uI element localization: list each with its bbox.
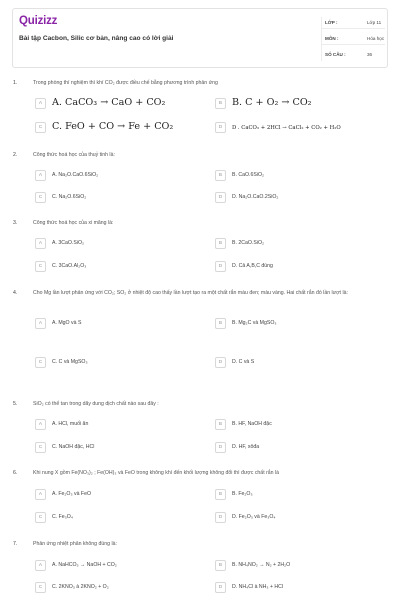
- option-text: D. Fe₂O₃ và Fe₃O₄: [232, 514, 276, 520]
- option-letter: C: [35, 192, 46, 203]
- option-a[interactable]: [35, 97, 203, 111]
- option-c[interactable]: [35, 581, 203, 595]
- option-letter: B: [215, 170, 226, 181]
- option-text: B. 2CaO.SiO₂: [232, 240, 264, 246]
- meta-value: 36: [367, 52, 373, 57]
- option-c[interactable]: [35, 260, 203, 274]
- option-letter: A: [35, 560, 46, 571]
- option-b[interactable]: [215, 237, 383, 251]
- option-text: A. HCl, muối ăn: [52, 421, 89, 427]
- question-text: Công thức hoá học của xi măng là:: [33, 220, 114, 226]
- option-letter: D: [215, 442, 226, 453]
- option-letter: A: [35, 489, 46, 500]
- option-letter: C: [35, 261, 46, 272]
- question-text: SiO₂ có thể tan trong dãy dung dịch chất nào sau đây :: [33, 401, 159, 407]
- option-text: A. Na₂O.CaO.6SiO₂: [52, 172, 99, 178]
- option-a[interactable]: [35, 488, 203, 502]
- option-c[interactable]: [35, 356, 203, 370]
- option-letter: C: [35, 442, 46, 453]
- option-d[interactable]: [215, 441, 383, 455]
- option-b[interactable]: [215, 317, 383, 331]
- question-text: Phản ứng nhiệt phân không đúng là:: [33, 541, 117, 547]
- option-b[interactable]: [215, 97, 383, 111]
- meta-subject: [321, 33, 385, 45]
- option-text: B. NH₄NO₂ → N₂ + 2H₂O: [232, 562, 291, 568]
- meta-value: Lớp 11: [367, 20, 382, 25]
- option-letter: A: [35, 170, 46, 181]
- question-text: Cho Mg lần lượt phản ứng với CO₂; SO₂ ở nhiệt độ cao thấy lần lượt tạo ra một chất rắn màu đen; màu vàng. Hai chất rắn đó lần lượt là:: [33, 290, 348, 296]
- option-letter: D: [215, 192, 226, 203]
- page-title: Bài tập Cacbon, Silic cơ bản, nâng cao có lời giải: [19, 35, 174, 42]
- option-text: C. Fe₃O₄: [52, 514, 73, 520]
- meta-key: MÔN :: [325, 36, 339, 41]
- question-number: 6.: [13, 470, 18, 476]
- option-letter: A: [35, 419, 46, 430]
- question-number: 2.: [13, 152, 18, 158]
- option-letter: C: [35, 512, 46, 523]
- option-letter: B: [215, 560, 226, 571]
- question-text: Công thức hoá học của thuỷ tinh là:: [33, 152, 115, 158]
- option-b[interactable]: [215, 488, 383, 502]
- option-text: D. Na₂O.CaO.2SiO₂: [232, 194, 279, 200]
- option-c[interactable]: [35, 121, 203, 135]
- quizizz-logo: Quizizz: [19, 15, 58, 27]
- option-text: C. Na₂O.6SiO₂: [52, 194, 87, 200]
- option-d[interactable]: [215, 260, 383, 274]
- option-letter: B: [215, 318, 226, 329]
- option-a[interactable]: [35, 418, 203, 432]
- option-letter: B: [215, 238, 226, 249]
- option-letter: D: [215, 357, 226, 368]
- option-d[interactable]: [215, 511, 383, 525]
- option-text: C. C và MgSO₃: [52, 359, 88, 365]
- option-text: C. NaOH đặc, HCl: [52, 444, 95, 450]
- option-letter: A: [35, 98, 46, 109]
- option-text: D. Cả A,B,C đúng: [232, 263, 273, 269]
- option-letter: C: [35, 357, 46, 368]
- option-text: A. MgO và S: [52, 320, 82, 326]
- option-letter: D: [215, 122, 226, 133]
- question-number: 4.: [13, 290, 18, 296]
- option-text: B. C + O₂ → CO₂: [232, 97, 312, 108]
- option-text: C. 2KNO₃ à 2KNO₂ + O₂: [52, 584, 109, 590]
- option-d[interactable]: [215, 581, 383, 595]
- option-text: A. Fe₂O₃ và FeO: [52, 491, 92, 497]
- option-d[interactable]: [215, 121, 383, 135]
- option-text: A. CaCO₃ → CaO + CO₂: [52, 97, 166, 108]
- option-text: B. Fe₂O₃: [232, 491, 253, 497]
- meta-value: Hóa học: [367, 36, 385, 41]
- option-a[interactable]: [35, 559, 203, 573]
- option-text: A. 3CaO.SiO₂: [52, 240, 84, 246]
- question-number: 5.: [13, 401, 18, 407]
- option-letter: B: [215, 98, 226, 109]
- option-letter: B: [215, 489, 226, 500]
- option-text: D. NH₄Cl à NH₃ + HCl: [232, 584, 284, 590]
- option-c[interactable]: [35, 511, 203, 525]
- option-letter: D: [215, 261, 226, 272]
- option-text: D. HF, xôđa: [232, 444, 260, 450]
- option-text: B. HF, NaOH đặc: [232, 421, 272, 427]
- option-b[interactable]: [215, 418, 383, 432]
- option-text: D. C và S: [232, 359, 255, 365]
- meta-key: LỚP :: [325, 20, 338, 25]
- option-d[interactable]: [215, 191, 383, 205]
- option-letter: A: [35, 318, 46, 329]
- question-text: Khi nung X gồm Fe(NO₃)₂ ; Fe(OH)₃ và FeO trong không khí đến khối lượng không đổi thì được chất rắn là: [33, 470, 280, 476]
- option-text: B. Mg₂C và MgSO₃: [232, 320, 277, 326]
- worksheet-header: [12, 8, 388, 68]
- option-text: A. NaHCO₃ → NaOH + CO₂: [52, 562, 117, 568]
- question-number: 1.: [13, 80, 18, 86]
- meta-key: SỐ CÂU :: [325, 52, 346, 57]
- option-c[interactable]: [35, 441, 203, 455]
- question-number: 7.: [13, 541, 18, 547]
- option-d[interactable]: [215, 356, 383, 370]
- option-letter: D: [215, 582, 226, 593]
- option-letter: A: [35, 238, 46, 249]
- option-letter: C: [35, 122, 46, 133]
- option-letter: D: [215, 512, 226, 523]
- option-b[interactable]: [215, 169, 383, 183]
- option-letter: B: [215, 419, 226, 430]
- option-a[interactable]: [35, 237, 203, 251]
- option-text: D . CaCO₃ + 2HCl → CaCl₂ + CO₂ + H₂O: [232, 125, 341, 131]
- question-number: 3.: [13, 220, 18, 226]
- question-text: Trong phòng thí nghiệm thì khí CO₂ được điều chế bằng phương trình phản ứng: [33, 80, 218, 86]
- option-text: C. FeO + CO → Fe + CO₂: [52, 121, 174, 132]
- option-a[interactable]: [35, 169, 203, 183]
- option-a[interactable]: [35, 317, 203, 331]
- option-text: C. 3CaO.Al₂O₃: [52, 263, 87, 269]
- option-b[interactable]: [215, 559, 383, 573]
- option-c[interactable]: [35, 191, 203, 205]
- meta-question-count: [321, 49, 385, 61]
- option-text: B. CaO.6SiO₂: [232, 172, 264, 178]
- meta-grade: [321, 17, 385, 29]
- option-letter: C: [35, 582, 46, 593]
